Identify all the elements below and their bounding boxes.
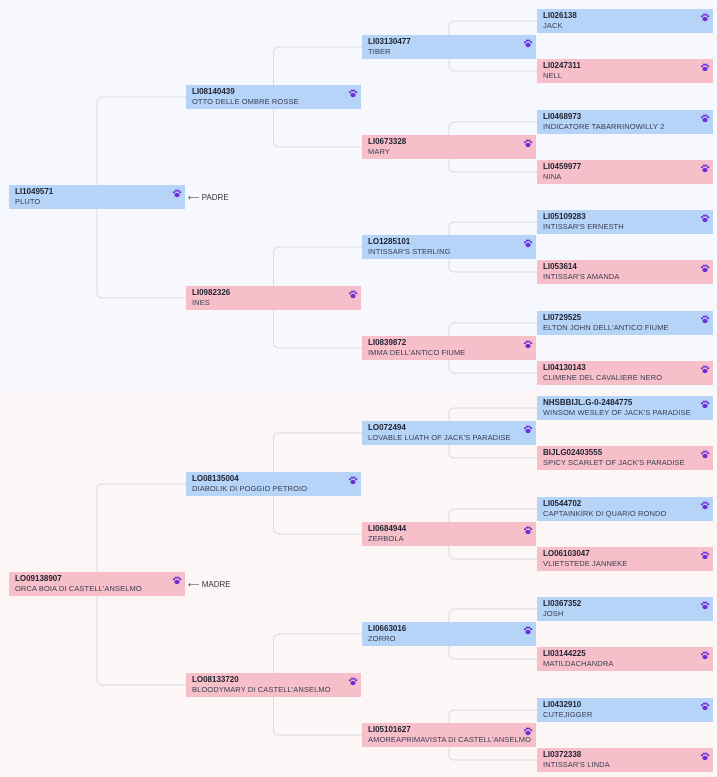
dog-name: INTISSAR'S AMANDA xyxy=(543,272,620,281)
dog-registration-code: LI0729525 xyxy=(543,313,582,322)
dog-name: CUTEJIGGER xyxy=(543,710,593,719)
dog-registration-code: LO06103047 xyxy=(543,549,590,558)
dog-card[interactable] xyxy=(362,421,536,445)
dog-name: SPICY SCARLET OF JACK'S PARADISE xyxy=(543,458,685,467)
dog-card[interactable] xyxy=(9,185,185,209)
dog-card[interactable] xyxy=(537,748,713,772)
dog-registration-code: LI0663016 xyxy=(368,624,407,633)
paw-icon[interactable] xyxy=(523,625,533,635)
dog-name: LOVABLE LUATH OF JACK'S PARADISE xyxy=(368,433,511,442)
dog-name: JACK xyxy=(543,21,563,30)
paw-icon[interactable] xyxy=(700,213,710,223)
dog-name: CLIMENE DEL CAVALIERE NERO xyxy=(543,373,663,382)
paw-icon[interactable] xyxy=(348,88,358,98)
paw-icon[interactable] xyxy=(700,364,710,374)
dog-registration-code: LI0673328 xyxy=(368,137,407,146)
paw-icon[interactable] xyxy=(700,263,710,273)
paw-icon[interactable] xyxy=(700,399,710,409)
dog-registration-code: LO08133720 xyxy=(192,675,239,684)
dog-registration-code: LI08140439 xyxy=(192,87,235,96)
dog-name: VLIETSTEDE JANNEKE xyxy=(543,559,628,568)
dog-name: DIABOLIK DI POGGIO PETROIO xyxy=(192,484,308,493)
paw-icon[interactable] xyxy=(700,449,710,459)
paw-icon[interactable] xyxy=(348,676,358,686)
dog-name: OTTO DELLE OMBRE ROSSE xyxy=(192,97,299,106)
dog-registration-code: BIJLG02403555 xyxy=(543,448,603,457)
dog-name: ZORRO xyxy=(368,634,396,643)
dog-registration-code: LI0372338 xyxy=(543,750,582,759)
paw-icon[interactable] xyxy=(172,188,182,198)
dog-card[interactable] xyxy=(186,472,361,496)
dog-name: WINSOM WESLEY OF JACK'S PARADISE xyxy=(543,408,691,417)
dog-card[interactable] xyxy=(9,572,185,596)
paw-icon[interactable] xyxy=(348,475,358,485)
dog-registration-code: LI0459977 xyxy=(543,162,582,171)
dog-registration-code: LI0544702 xyxy=(543,499,582,508)
dog-card[interactable] xyxy=(537,497,713,521)
dog-card[interactable] xyxy=(362,35,536,59)
paw-icon[interactable] xyxy=(523,726,533,736)
dog-card[interactable] xyxy=(362,522,536,546)
dog-name: INES xyxy=(192,298,210,307)
paw-icon[interactable] xyxy=(700,500,710,510)
dog-name: MARY xyxy=(368,147,390,156)
dog-card[interactable] xyxy=(186,286,361,310)
dog-registration-code: NHSBBIJL.G-0-2484775 xyxy=(543,398,633,407)
dog-card[interactable] xyxy=(186,673,361,697)
sire-label: ⟵ PADRE xyxy=(188,193,229,202)
dog-registration-code: LO09138907 xyxy=(15,574,62,583)
dog-name: INTISSAR'S STERLING xyxy=(368,247,451,256)
paw-icon[interactable] xyxy=(523,424,533,434)
paw-icon[interactable] xyxy=(700,751,710,761)
paw-icon[interactable] xyxy=(700,163,710,173)
dog-name: TIBER xyxy=(368,47,391,56)
paw-icon[interactable] xyxy=(523,38,533,48)
dog-card[interactable] xyxy=(362,622,536,646)
dog-name: IMMA DELL'ANTICO FIUME xyxy=(368,348,466,357)
dog-card[interactable] xyxy=(537,9,713,33)
dog-name: NELL xyxy=(543,71,563,80)
dog-registration-code: LI0468973 xyxy=(543,112,582,121)
dog-registration-code: LI0839872 xyxy=(368,338,407,347)
dog-registration-code: LI03130477 xyxy=(368,37,411,46)
paw-icon[interactable] xyxy=(348,289,358,299)
dog-registration-code: LO1285101 xyxy=(368,237,411,246)
dog-card[interactable] xyxy=(537,547,713,571)
dog-card[interactable] xyxy=(362,235,536,259)
dog-name: INTISSAR'S ERNESTH xyxy=(543,222,624,231)
dog-card[interactable] xyxy=(537,311,713,335)
paw-icon[interactable] xyxy=(700,600,710,610)
dog-card[interactable] xyxy=(186,85,361,109)
paw-icon[interactable] xyxy=(700,650,710,660)
dog-registration-code: LI05101627 xyxy=(368,725,411,734)
dog-registration-code: LI04130143 xyxy=(543,363,586,372)
dam-label: ⟵ MADRE xyxy=(188,580,231,589)
dog-card[interactable] xyxy=(537,698,713,722)
paw-icon[interactable] xyxy=(700,12,710,22)
dog-card[interactable] xyxy=(537,160,713,184)
dog-registration-code: LI053614 xyxy=(543,262,577,271)
dog-card[interactable] xyxy=(362,135,536,159)
dog-registration-code: LI03144225 xyxy=(543,649,586,658)
dog-name: INDICATORE TABARRINOWILLY 2 xyxy=(543,122,665,131)
dog-card[interactable] xyxy=(537,446,713,470)
paw-icon[interactable] xyxy=(523,238,533,248)
dog-name: JOSH xyxy=(543,609,564,618)
dog-registration-code: LO072494 xyxy=(368,423,406,432)
dog-registration-code: LI05109283 xyxy=(543,212,586,221)
dog-card[interactable] xyxy=(362,336,536,360)
dog-registration-code: LI0247311 xyxy=(543,61,581,70)
dog-card[interactable] xyxy=(537,361,713,385)
dog-name: ZERBOLA xyxy=(368,534,404,543)
dog-name: ORCA BOIA DI CASTELL'ANSELMO xyxy=(15,584,142,593)
dog-registration-code: LI0367352 xyxy=(543,599,582,608)
paw-icon[interactable] xyxy=(523,138,533,148)
dog-card[interactable] xyxy=(537,210,713,234)
dog-registration-code: LI0684944 xyxy=(368,524,407,533)
dog-name: ELTON JOHN DELL'ANTICO FIUME xyxy=(543,323,669,332)
dog-card[interactable] xyxy=(537,110,713,134)
dog-card[interactable] xyxy=(537,396,713,420)
dog-registration-code: LI0982326 xyxy=(192,288,231,297)
paw-icon[interactable] xyxy=(172,575,182,585)
dog-name: MATILDACHANDRA xyxy=(543,659,614,668)
dog-name: INTISSAR'S LINDA xyxy=(543,760,610,769)
dog-registration-code: LI026138 xyxy=(543,11,577,20)
paw-icon[interactable] xyxy=(700,113,710,123)
paw-icon[interactable] xyxy=(700,701,710,711)
dog-registration-code: LI1049571 xyxy=(15,187,54,196)
dog-card[interactable] xyxy=(362,723,536,747)
paw-icon[interactable] xyxy=(523,525,533,535)
dog-name: PLUTO xyxy=(15,197,41,206)
dog-card[interactable] xyxy=(537,597,713,621)
dog-name: NINA xyxy=(543,172,562,181)
dog-name: BLOODYMARY DI CASTELL'ANSELMO xyxy=(192,685,331,694)
paw-icon[interactable] xyxy=(700,314,710,324)
dog-name: AMOREAPRIMAVISTA DI CASTELL'ANSELMO xyxy=(368,735,532,744)
paw-icon[interactable] xyxy=(523,339,533,349)
dog-name: CAPTAINKIRK DI QUARIO RONDO xyxy=(543,509,667,518)
dog-card[interactable] xyxy=(537,59,713,83)
paw-icon[interactable] xyxy=(700,62,710,72)
dog-registration-code: LI0432910 xyxy=(543,700,582,709)
paw-icon[interactable] xyxy=(700,550,710,560)
dog-registration-code: LO08135004 xyxy=(192,474,239,483)
dog-card[interactable] xyxy=(537,647,713,671)
dog-card[interactable] xyxy=(537,260,713,284)
